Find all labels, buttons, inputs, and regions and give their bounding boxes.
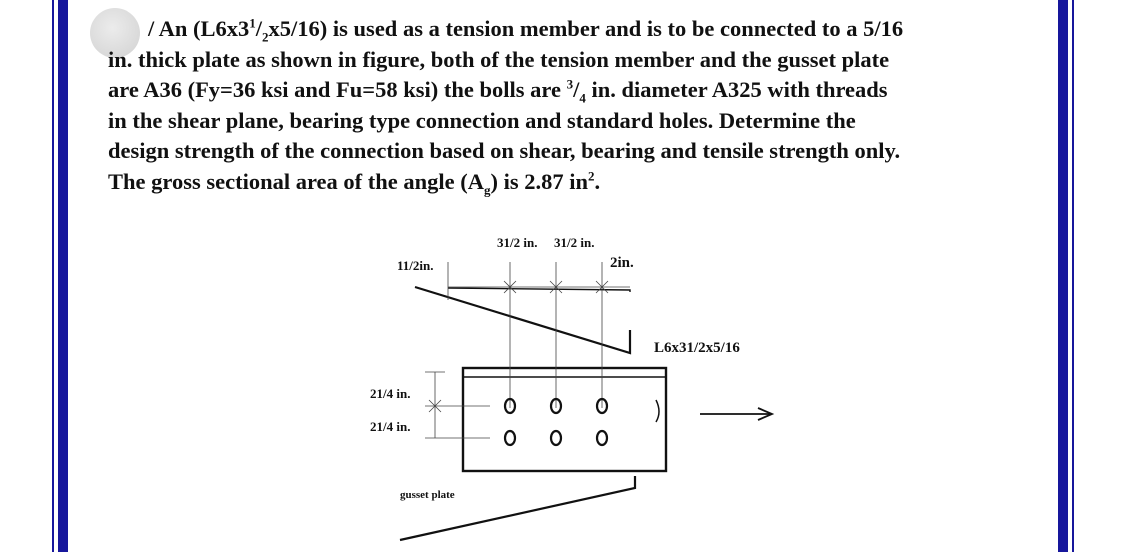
problem-line-4: in the shear plane, bearing type connection and standard holes. Determine the xyxy=(108,107,856,133)
problem-line-2: in. thick plate as shown in figure, both of the tension member and the gusset plate xyxy=(108,46,890,72)
problem-line-3: are A36 (Fy=36 ksi and Fu=58 ksi) the bolls are $^3/_4$ in. diameter A325 with threads xyxy=(108,76,888,106)
gusset-plate-label: gusset plate xyxy=(400,489,455,501)
angle-body xyxy=(463,368,666,471)
pitch-label-1: 31/2 in. xyxy=(497,235,538,250)
end-distance-label: 2in. xyxy=(610,255,634,271)
angle-edge-leg xyxy=(448,288,630,292)
bolt-hole xyxy=(597,431,607,445)
gage-label-2: 21/4 in. xyxy=(370,419,411,434)
gusset-edge xyxy=(400,476,635,540)
pitch-label-2: 31/2 in. xyxy=(554,235,595,250)
break-symbol xyxy=(656,400,659,422)
gage-label-1: 21/4 in. xyxy=(370,386,411,401)
problem-line-6: The gross sectional area of the angle $(A_g)$ is 2.87 $in^2$. xyxy=(108,168,601,197)
bolt-hole xyxy=(551,431,561,445)
problem-line-5: design strength of the connection based on shear, bearing and tensile strength only. xyxy=(108,138,901,163)
problem-line-1: / An $(L6x3^1/_2x5/16)$ is used as a tension member and is to be connected to a 5/16 xyxy=(148,15,904,45)
bolt-hole xyxy=(505,431,515,445)
angle-edge-top xyxy=(415,287,630,353)
edge-distance-label: 11/2in. xyxy=(397,258,434,273)
angle-section-label: L6x31/2x5/16 xyxy=(654,340,740,356)
